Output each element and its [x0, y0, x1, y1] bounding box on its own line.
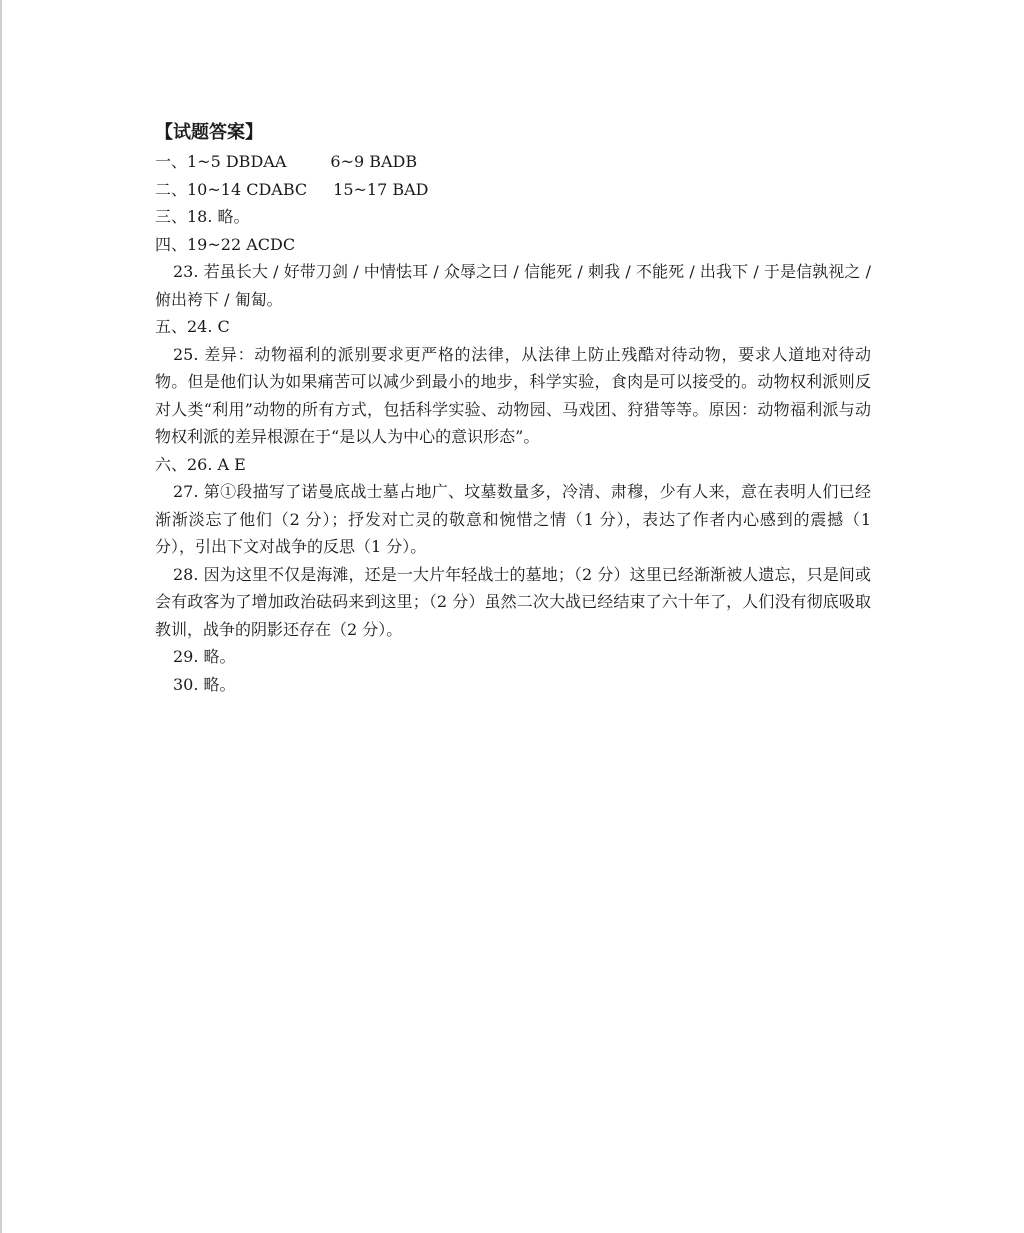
answer-28: 28. 因为这里不仅是海滩，还是一大片年轻战士的墓地；（2 分）这里已经渐渐被人遗忘，只是间或会有政客为了增加政治砝码来到这里；（2 分）虽然二次大战已经结束了六十年了，人们没有彻底吸取教训，战争的阴影还存在（2 分）。	[155, 564, 871, 639]
answer-30: 30. 略。	[173, 674, 236, 694]
answer-document	[155, 118, 871, 698]
answer-29: 29. 略。	[173, 647, 236, 666]
answer-section-5: 五、24. C	[155, 317, 230, 336]
answer-section-1	[155, 148, 871, 176]
answer-section-3: 三、18. 略。	[155, 207, 250, 226]
answer-23: 23. 若虽长大 / 好带刀剑 / 中情怯耳 / 众辱之曰 / 信能死 / 刺我 / 不能死 / 出我下 / 于是信孰视之 / 俯出袴下 / 匍匐。	[155, 262, 871, 309]
answer-10-14: 二、10~14 CDABC	[155, 179, 308, 199]
answer-section-4: 四、19~22 ACDC	[155, 234, 296, 254]
answer-section-2	[155, 176, 871, 204]
answer-27: 27. 第①段描写了诺曼底战士墓占地广、坟墓数量多，冷清、肃穆，少有人来，意在表明人们已经渐渐淡忘了他们（2 分）；抒发对亡灵的敬意和惋惜之情（1 分），表达了作者内心感到的震撼（1 分），引出下文对战争的反思（1 分）。	[155, 482, 871, 556]
answer-section-6: 六、26. A E	[155, 454, 246, 474]
answer-6-9: 6~9 BADB	[330, 152, 418, 171]
page-left-edge	[0, 0, 2, 1233]
answer-1-5: 一、1~5 DBDAA	[155, 152, 287, 171]
document-title: 【试题答案】	[155, 122, 263, 143]
answer-15-17: 15~17 BAD	[333, 179, 429, 199]
answer-25: 25. 差异：动物福利的派别要求更严格的法律，从法律上防止残酷对待动物，要求人道地对待动物。但是他们认为如果痛苦可以减少到最小的地步，科学实验，食肉是可以接受的。动物权利派则反对人类“利用”动物的所有方式，包括科学实验、动物园、马戏团、狩猎等等。原因：动物福利派与动物权利派的差异根源在于“是以人为中心的意识形态”。	[155, 344, 871, 446]
